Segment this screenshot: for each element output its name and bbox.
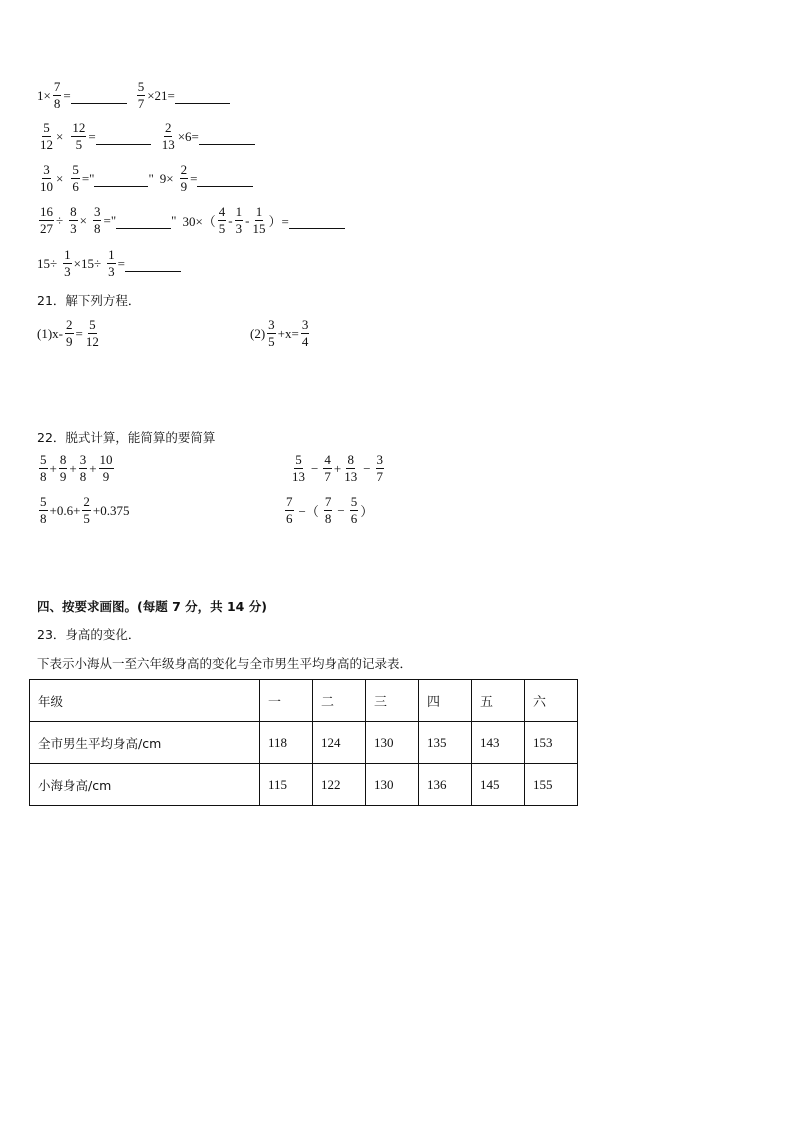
times-sign: × bbox=[56, 128, 64, 144]
fraction-2-13: $\frac{2}{13}$ bbox=[161, 120, 175, 153]
plus-sign: + bbox=[89, 460, 97, 476]
times-15-divide: ×15÷ bbox=[73, 255, 102, 271]
plus-sign: + bbox=[69, 460, 77, 476]
fraction-1-3: 1 3 bbox=[235, 204, 243, 237]
table-cell: 153 bbox=[525, 722, 578, 764]
fraction: 5 8 bbox=[40, 452, 47, 485]
minus-sign: - bbox=[245, 212, 250, 228]
answer-blank[interactable] bbox=[96, 143, 151, 145]
quote-mark: " bbox=[148, 170, 154, 186]
fraction: 5 8 bbox=[40, 494, 47, 527]
question-23-description: 下表示小海从一至六年级身高的变化与全市男生平均身高的记录表． bbox=[37, 656, 413, 671]
equation-label: (2) bbox=[250, 325, 266, 341]
table-header-cell: 一 bbox=[260, 680, 313, 722]
fraction: $\frac{3}{8}$ bbox=[79, 452, 87, 485]
table-cell: 122 bbox=[313, 764, 366, 806]
height-record-table bbox=[29, 679, 578, 806]
minus-sign: − bbox=[337, 502, 345, 518]
answer-blank[interactable] bbox=[94, 185, 148, 187]
table-row bbox=[30, 722, 578, 764]
fraction: $\frac{5}{6}$ bbox=[350, 494, 358, 527]
table-row bbox=[30, 680, 578, 722]
plus-decimal: +0.375 bbox=[92, 502, 130, 518]
table-header-cell: 三 bbox=[366, 680, 419, 722]
fraction-1-3: $\frac{1}{3}$ bbox=[108, 247, 115, 280]
exercise-row-5 bbox=[37, 248, 181, 280]
answer-blank[interactable] bbox=[116, 227, 171, 229]
fraction-16-27: $\frac{16}{27}$ bbox=[40, 204, 53, 237]
table-cell: 136 bbox=[419, 764, 472, 806]
answer-blank[interactable] bbox=[125, 270, 181, 272]
table-row bbox=[30, 764, 578, 806]
equals-sign: = bbox=[63, 87, 71, 103]
table-cell: 155 bbox=[525, 764, 578, 806]
times-sign: × bbox=[56, 170, 64, 186]
fraction-8-3: $\frac{8}{3}$ bbox=[70, 204, 77, 237]
table-header-cell: 四 bbox=[419, 680, 472, 722]
fifteen-divide: 15÷ bbox=[37, 255, 58, 271]
fraction-2-9: $\frac{2}{9}$ bbox=[180, 162, 188, 195]
answer-blank[interactable] bbox=[197, 185, 253, 187]
plus-sign: + bbox=[49, 460, 57, 476]
fraction-4-5: 4 5 bbox=[218, 204, 226, 237]
fraction-3-4: $\frac{3}{4}$ bbox=[301, 317, 309, 350]
equation-2 bbox=[250, 318, 311, 350]
equals-sign: = bbox=[75, 325, 83, 341]
table-header-cell: 五 bbox=[472, 680, 525, 722]
exercise-row-2 bbox=[37, 121, 255, 153]
fraction: $\frac{8}{13}$ bbox=[344, 452, 358, 485]
minus-open-paren: −（ bbox=[298, 504, 319, 520]
plus-decimal: +0.6+ bbox=[49, 502, 81, 518]
fraction-5-6: $\frac{5}{6}$ bbox=[72, 162, 79, 195]
fraction: 5 13 bbox=[292, 452, 305, 485]
number-1: 1 bbox=[37, 87, 44, 103]
fraction: $\frac{4}{7}$ bbox=[324, 452, 331, 485]
equals-sign: = bbox=[88, 128, 96, 144]
fraction: 7 6 bbox=[286, 494, 293, 527]
table-cell: 130 bbox=[366, 722, 419, 764]
fraction: $\frac{2}{5}$ bbox=[83, 494, 90, 527]
answer-blank[interactable] bbox=[175, 102, 230, 104]
expression-1 bbox=[37, 453, 116, 485]
fraction-2-9: $\frac{2}{9}$ bbox=[66, 317, 73, 350]
expression-4 bbox=[283, 495, 373, 527]
fraction: 7 8 bbox=[324, 494, 332, 527]
table-cell: 118 bbox=[260, 722, 313, 764]
table-header-cell: 年级 bbox=[30, 680, 260, 722]
equals-sign: =" bbox=[81, 170, 95, 186]
fraction-7-8: $\frac{7}{8}$ bbox=[53, 79, 61, 112]
fraction: $\frac{10}{9}$ bbox=[99, 452, 113, 485]
times-sign: × bbox=[43, 87, 51, 103]
question-23-title: 23．身高的变化． bbox=[37, 627, 141, 642]
table-cell: 124 bbox=[313, 722, 366, 764]
answer-blank[interactable] bbox=[289, 227, 345, 229]
close-paren-equals: ）= bbox=[268, 214, 289, 230]
fraction-5-12: $\frac{5}{12}$ bbox=[40, 120, 53, 153]
equation-label: (1)x- bbox=[37, 325, 63, 341]
plus-x-equals: +x= bbox=[277, 325, 299, 341]
question-22-title: 22．脱式计算，能简算的要简算 bbox=[37, 430, 216, 445]
answer-blank[interactable] bbox=[199, 143, 255, 145]
equation-1 bbox=[37, 318, 102, 350]
equals-sign: = bbox=[117, 255, 125, 271]
table-header-cell: 六 bbox=[525, 680, 578, 722]
fraction-12-5: $\frac{12}{5}$ bbox=[72, 120, 86, 153]
times-21: ×21= bbox=[147, 87, 175, 103]
table-cell: 115 bbox=[260, 764, 313, 806]
fraction-1-15: 1 15 bbox=[252, 204, 266, 237]
times-sign: × bbox=[79, 212, 87, 228]
table-row-label: 小海身高/cm bbox=[30, 764, 260, 806]
table-cell: 130 bbox=[366, 764, 419, 806]
table-cell: 135 bbox=[419, 722, 472, 764]
table-row-label: 全市男生平均身高/cm bbox=[30, 722, 260, 764]
fraction-5-7: $\frac{5}{7}$ bbox=[137, 79, 145, 112]
times-6: ×6= bbox=[177, 128, 199, 144]
fraction-3-5: 3 5 bbox=[268, 317, 275, 350]
minus-sign: - bbox=[228, 212, 233, 228]
fraction-5-12: $\frac{5}{12}$ bbox=[85, 317, 99, 350]
answer-blank[interactable] bbox=[71, 102, 127, 104]
equals-sign: =" bbox=[103, 212, 117, 228]
equals-sign: = bbox=[190, 170, 198, 186]
table-header-cell: 二 bbox=[313, 680, 366, 722]
close-paren: ） bbox=[360, 504, 374, 520]
divide-sign: ÷ bbox=[56, 212, 64, 228]
fraction: $\frac{3}{7}$ bbox=[376, 452, 384, 485]
nine-times: 9× bbox=[159, 170, 174, 186]
fraction-3-8: $\frac{3}{8}$ bbox=[93, 204, 101, 237]
exercise-row-1 bbox=[37, 80, 230, 112]
exercise-row-4 bbox=[37, 205, 345, 237]
fraction-3-10: $\frac{3}{10}$ bbox=[40, 162, 53, 195]
thirty-times: 30×（ bbox=[182, 214, 216, 230]
table-cell: 143 bbox=[472, 722, 525, 764]
expression-3 bbox=[37, 495, 130, 527]
fraction-1-3: $\frac{1}{3}$ bbox=[64, 247, 71, 280]
quote-mark: " bbox=[171, 212, 177, 228]
expression-2 bbox=[289, 453, 386, 485]
section-4-heading: 四、按要求画图。(每题 7 分，共 14 分) bbox=[37, 599, 267, 614]
plus-sign: + bbox=[333, 460, 342, 476]
table-cell: 145 bbox=[472, 764, 525, 806]
exercise-row-3 bbox=[37, 163, 253, 195]
minus-sign: − bbox=[311, 460, 319, 476]
minus-sign: − bbox=[363, 460, 371, 476]
question-21-title: 21．解下列方程． bbox=[37, 293, 141, 308]
fraction: $\frac{8}{9}$ bbox=[59, 452, 67, 485]
